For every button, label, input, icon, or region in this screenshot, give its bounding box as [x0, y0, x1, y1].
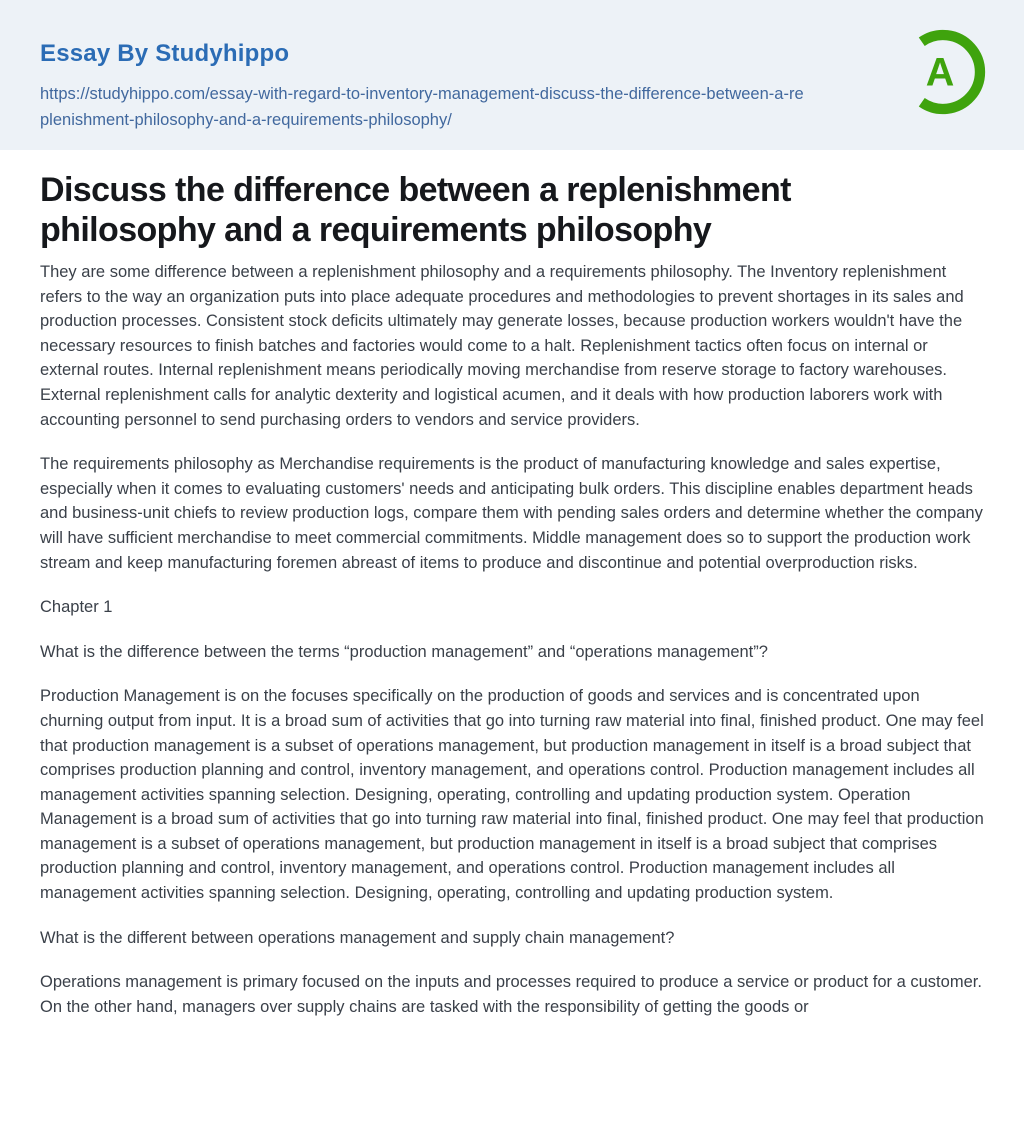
header-text-block [40, 26, 810, 133]
essay-paragraph-operations-management: Operations management is primary focused on the inputs and processes required to produce a service or product for a customer. On the other hand, managers over supply chains are tasked with the responsibility of getting the goods or [40, 973, 982, 1016]
logo-arc-graphic [900, 28, 986, 116]
site-title: Essay By Studyhippo [40, 40, 290, 67]
site-header [0, 0, 1024, 150]
essay-title: Discuss the difference between a replenishment philosophy and a requirements philosophy [40, 171, 791, 249]
studyhippo-logo-icon [900, 28, 986, 116]
essay-content [0, 170, 1024, 1019]
essay-paragraph-replenishment: They are some difference between a replenishment philosophy and a requirements philosophy. The Inventory replenishment refers to the way an organization puts into place adequate procedures and methodologies to prevent shortages in its sales and production processes. Consistent stock deficits ultimately may generate losses, because production workers wouldn't have the necessary resources to finish batches and factories would come to a halt. Replenishment tactics often focus on internal or external routes. Internal replenishment means periodically moving merchandise from reserve storage to factory warehouses. External replenishment calls for analytic dexterity and logistical acumen, and it deals with how production laborers work with accounting personnel to send purchasing orders to vendors and service providers. [40, 263, 964, 429]
essay-url-link[interactable]: https://studyhippo.com/essay-with-regard-to-inventory-management-discuss-the-difference-between-a-replenishment-philosophy-and-a-requirements-philosophy/ [40, 85, 804, 129]
essay-paragraph-production-management: Production Management is on the focuses specifically on the production of goods and services and is concentrated upon churning output from input. It is a broad sum of activities that go into turning raw material into final, finished product. One may feel that production management is a subset of operations management, but production management in itself is a broad subject that comprises production planning and control, inventory management, and operations control. Production management includes all management activities spanning selection. Designing, operating, controlling and updating production system. Operation Management is a broad sum of activities that go into turning raw material into final, finished product. One may feel that production management is a subset of operations management, but production management in itself is a broad subject that comprises production planning and control, inventory management, and operations control. Production management includes all management activities spanning selection. Designing, operating, controlling and updating production system. [40, 687, 984, 903]
question-operations-vs-supply-chain: What is the different between operations management and supply chain management? [40, 928, 675, 947]
essay-paragraph-requirements: The requirements philosophy as Merchandise requirements is the product of manufacturing knowledge and sales expertise, especially when it comes to evaluating customers' needs and anticipating bulk orders. This discipline enables department heads and business-unit chiefs to review production logs, compare them with pending sales orders and determine whether the company will have sufficient merchandise to meet commercial commitments. Middle management does so to support the production work stream and keep manufacturing foremen abreast of items to produce and discontinue and potential overproduction risks. [40, 455, 983, 572]
question-production-vs-operations: What is the difference between the terms “production management” and “operations management”? [40, 642, 768, 661]
logo-letter: A [925, 50, 955, 95]
chapter-heading: Chapter 1 [40, 598, 113, 617]
